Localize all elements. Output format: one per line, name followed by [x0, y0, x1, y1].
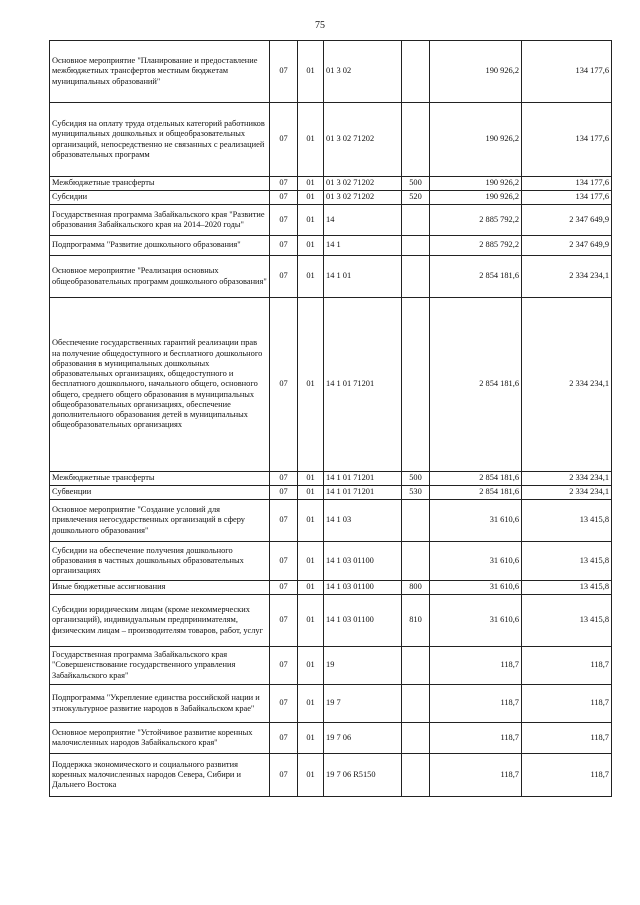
csr-cell: 19 7	[324, 685, 402, 723]
sum2-cell: 134 177,6	[522, 177, 612, 191]
pr-cell: 01	[298, 685, 324, 723]
csr-cell: 01 3 02 71202	[324, 191, 402, 205]
csr-cell: 14	[324, 205, 402, 236]
rz-cell: 07	[270, 191, 298, 205]
table-row	[50, 647, 612, 685]
vr-cell	[402, 205, 430, 236]
table-row	[50, 41, 612, 103]
csr-cell: 19	[324, 647, 402, 685]
sum1-cell: 118,7	[430, 723, 522, 754]
pr-cell: 01	[298, 486, 324, 500]
sum2-cell: 118,7	[522, 685, 612, 723]
sum1-cell: 2 854 181,6	[430, 486, 522, 500]
rz-cell: 07	[270, 542, 298, 581]
sum2-cell: 134 177,6	[522, 103, 612, 177]
sum1-cell: 2 885 792,2	[430, 236, 522, 256]
table-row	[50, 581, 612, 595]
csr-cell: 14 1 03 01100	[324, 581, 402, 595]
pr-cell: 01	[298, 647, 324, 685]
pr-cell: 01	[298, 191, 324, 205]
table-row	[50, 754, 612, 797]
pr-cell: 01	[298, 723, 324, 754]
csr-cell: 14 1 03	[324, 500, 402, 542]
sum1-cell: 190 926,2	[430, 191, 522, 205]
name-cell: Обеспечение государственных гарантий реализации прав на получение общедоступного и бесплатного дошкольного образования в муниципальных дошкольных образовательных организациях, общедоступного и бесплатного дошкольного, начального общего, основного общего, среднего общего образования в муниципальных общеобразовательных организациях, обеспечение дополнительного образования детей в муниципальных общеобразовательных организациях	[50, 298, 270, 472]
sum1-cell: 118,7	[430, 685, 522, 723]
name-cell: Подпрограмма "Развитие дошкольного образования"	[50, 236, 270, 256]
rz-cell: 07	[270, 754, 298, 797]
sum1-cell: 31 610,6	[430, 500, 522, 542]
rz-cell: 07	[270, 298, 298, 472]
csr-cell: 14 1	[324, 236, 402, 256]
sum1-cell: 118,7	[430, 647, 522, 685]
rz-cell: 07	[270, 41, 298, 103]
sum1-cell: 31 610,6	[430, 542, 522, 581]
vr-cell	[402, 256, 430, 298]
rz-cell: 07	[270, 177, 298, 191]
csr-cell: 14 1 01	[324, 256, 402, 298]
table-row	[50, 236, 612, 256]
rz-cell: 07	[270, 486, 298, 500]
pr-cell: 01	[298, 754, 324, 797]
rz-cell: 07	[270, 723, 298, 754]
sum2-cell: 134 177,6	[522, 191, 612, 205]
sum1-cell: 2 854 181,6	[430, 298, 522, 472]
name-cell: Основное мероприятие "Планирование и предоставление межбюджетных трансфертов местным бюджетам муниципальных образований"	[50, 41, 270, 103]
vr-cell: 520	[402, 191, 430, 205]
vr-cell	[402, 41, 430, 103]
table-row	[50, 103, 612, 177]
table-row	[50, 298, 612, 472]
sum1-cell: 31 610,6	[430, 595, 522, 647]
table-row	[50, 177, 612, 191]
vr-cell	[402, 542, 430, 581]
sum2-cell: 13 415,8	[522, 581, 612, 595]
vr-cell	[402, 754, 430, 797]
rz-cell: 07	[270, 685, 298, 723]
vr-cell: 530	[402, 486, 430, 500]
name-cell: Основное мероприятие "Устойчивое развитие коренных малочисленных народов Забайкальского края"	[50, 723, 270, 754]
sum2-cell: 13 415,8	[522, 500, 612, 542]
table-row	[50, 723, 612, 754]
csr-cell: 19 7 06	[324, 723, 402, 754]
csr-cell: 14 1 01 71201	[324, 298, 402, 472]
pr-cell: 01	[298, 41, 324, 103]
rz-cell: 07	[270, 581, 298, 595]
pr-cell: 01	[298, 177, 324, 191]
table-row	[50, 542, 612, 581]
vr-cell	[402, 685, 430, 723]
rz-cell: 07	[270, 103, 298, 177]
pr-cell: 01	[298, 595, 324, 647]
name-cell: Субсидии на обеспечение получения дошкольного образования в частных дошкольных образовательных организациях	[50, 542, 270, 581]
name-cell: Поддержка экономического и социального развития коренных малочисленных народов Севера, Сибири и Дальнего Востока	[50, 754, 270, 797]
csr-cell: 14 1 03 01100	[324, 542, 402, 581]
name-cell: Субсидия на оплату труда отдельных категорий работников муниципальных дошкольных и общеобразовательных организаций, непосредственно не связанных с реализацией образовательных программ	[50, 103, 270, 177]
rz-cell: 07	[270, 647, 298, 685]
sum2-cell: 134 177,6	[522, 41, 612, 103]
pr-cell: 01	[298, 542, 324, 581]
sum2-cell: 2 347 649,9	[522, 205, 612, 236]
table-row	[50, 205, 612, 236]
rz-cell: 07	[270, 500, 298, 542]
name-cell: Межбюджетные трансферты	[50, 177, 270, 191]
name-cell: Иные бюджетные ассигнования	[50, 581, 270, 595]
sum2-cell: 13 415,8	[522, 595, 612, 647]
csr-cell: 14 1 03 01100	[324, 595, 402, 647]
csr-cell: 01 3 02 71202	[324, 177, 402, 191]
vr-cell	[402, 500, 430, 542]
csr-cell: 01 3 02	[324, 41, 402, 103]
pr-cell: 01	[298, 500, 324, 542]
vr-cell: 500	[402, 472, 430, 486]
sum1-cell: 2 854 181,6	[430, 472, 522, 486]
rz-cell: 07	[270, 595, 298, 647]
table-row	[50, 472, 612, 486]
sum2-cell: 13 415,8	[522, 542, 612, 581]
vr-cell	[402, 298, 430, 472]
rz-cell: 07	[270, 256, 298, 298]
csr-cell: 14 1 01 71201	[324, 472, 402, 486]
page-number: 75	[315, 20, 325, 31]
sum2-cell: 118,7	[522, 723, 612, 754]
sum2-cell: 2 334 234,1	[522, 486, 612, 500]
sum2-cell: 118,7	[522, 647, 612, 685]
csr-cell: 14 1 01 71201	[324, 486, 402, 500]
vr-cell: 800	[402, 581, 430, 595]
rz-cell: 07	[270, 472, 298, 486]
vr-cell: 810	[402, 595, 430, 647]
sum1-cell: 31 610,6	[430, 581, 522, 595]
pr-cell: 01	[298, 103, 324, 177]
table-row	[50, 486, 612, 500]
name-cell: Подпрограмма "Укрепление единства российской нации и этнокультурное развитие народов в Забайкальском крае"	[50, 685, 270, 723]
sum2-cell: 2 347 649,9	[522, 236, 612, 256]
rz-cell: 07	[270, 236, 298, 256]
name-cell: Субсидии юридическим лицам (кроме некоммерческих организаций), индивидуальным предпринимателям, физическим лицам – производителям товаров, работ, услуг	[50, 595, 270, 647]
table-row	[50, 685, 612, 723]
sum1-cell: 190 926,2	[430, 103, 522, 177]
vr-cell	[402, 723, 430, 754]
table-row	[50, 595, 612, 647]
vr-cell	[402, 647, 430, 685]
pr-cell: 01	[298, 236, 324, 256]
pr-cell: 01	[298, 472, 324, 486]
pr-cell: 01	[298, 581, 324, 595]
sum2-cell: 2 334 234,1	[522, 298, 612, 472]
name-cell: Основное мероприятие "Реализация основных общеобразовательных программ дошкольного образования"	[50, 256, 270, 298]
csr-cell: 01 3 02 71202	[324, 103, 402, 177]
sum1-cell: 190 926,2	[430, 177, 522, 191]
sum1-cell: 2 854 181,6	[430, 256, 522, 298]
name-cell: Субсидии	[50, 191, 270, 205]
vr-cell	[402, 236, 430, 256]
table-body	[50, 41, 612, 797]
table-row	[50, 256, 612, 298]
vr-cell: 500	[402, 177, 430, 191]
budget-table	[49, 40, 612, 797]
pr-cell: 01	[298, 256, 324, 298]
sum1-cell: 118,7	[430, 754, 522, 797]
name-cell: Межбюджетные трансферты	[50, 472, 270, 486]
csr-cell: 19 7 06 R5150	[324, 754, 402, 797]
table-row	[50, 191, 612, 205]
sum1-cell: 190 926,2	[430, 41, 522, 103]
name-cell: Основное мероприятие "Создание условий для привлечения негосударственных организаций в сферу дошкольного образования"	[50, 500, 270, 542]
pr-cell: 01	[298, 205, 324, 236]
table-row	[50, 500, 612, 542]
sum2-cell: 2 334 234,1	[522, 472, 612, 486]
name-cell: Государственная программа Забайкальского края "Развитие образования Забайкальского края на 2014–2020 годы"	[50, 205, 270, 236]
pr-cell: 01	[298, 298, 324, 472]
rz-cell: 07	[270, 205, 298, 236]
name-cell: Государственная программа Забайкальского края "Совершенствование государственного управления Забайкальского края"	[50, 647, 270, 685]
sum2-cell: 2 334 234,1	[522, 256, 612, 298]
vr-cell	[402, 103, 430, 177]
sum2-cell: 118,7	[522, 754, 612, 797]
name-cell: Субвенции	[50, 486, 270, 500]
sum1-cell: 2 885 792,2	[430, 205, 522, 236]
